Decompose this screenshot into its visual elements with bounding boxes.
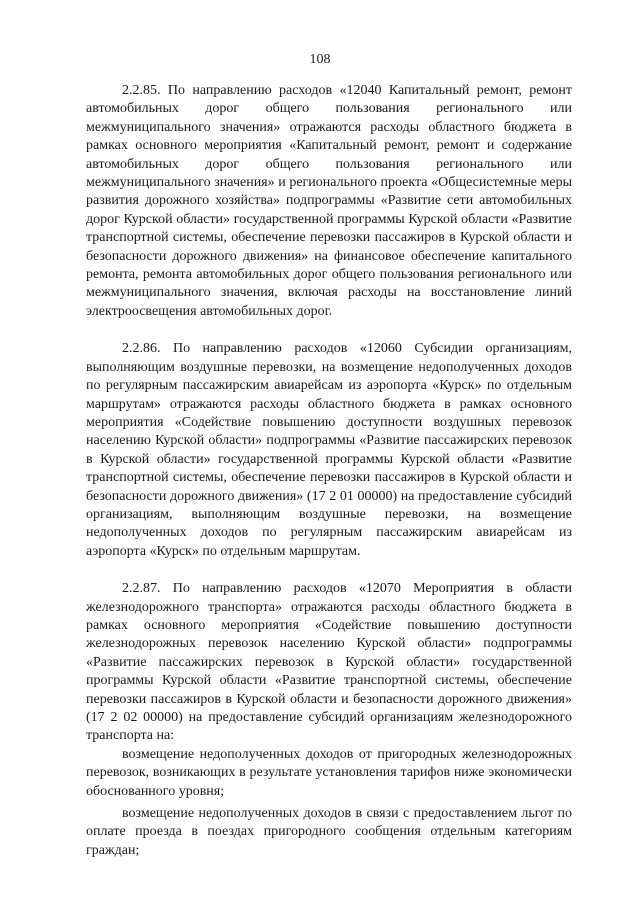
document-body (86, 82, 572, 860)
list-item-passenger-benefit-compensation: возмещение недополученных доходов в связи с предоставлением льгот по оплате проезда в поездах пригородного сообщения отдельным категориям граждан; (86, 806, 572, 858)
page-number: 108 (309, 52, 331, 67)
paragraph-2-2-86: 2.2.86. По направлению расходов «12060 Субсидии организациям, выполняющим воздушные перевозки, на возмещение недополученных доходов по регулярным пассажирским авиарейсам из аэропорта «Курск» по отдельным маршрутам» отражаются расходы областного бюджета в рамках основного мероприятия «Содействие повышению доступности воздушных перевозок населению Курской области» подпрограммы «Развитие пассажирских перевозок в Курской области» государственной программы Курской области «Развитие транспортной системы, обеспечение перевозки пассажиров в Курской области и безопасности дорожного движения» (17 2 01 00000) на предоставление субсидий организациям, выполняющим воздушные перевозки, на возмещение недополученных доходов по регулярным пассажирским авиарейсам из аэропорта «Курск» по отдельным маршрутам. (86, 341, 572, 559)
paragraph-2-2-87: 2.2.87. По направлению расходов «12070 Мероприятия в области железнодорожного транспорта» отражаются расходы областного бюджета в рамках основного мероприятия «Содействие повышению доступности железнодорожных перевозок населению Курской области» подпрограммы «Развитие пассажирских перевозок в Курской области» государственной программы Курской области «Развитие транспортной системы, обеспечение перевозки пассажиров в Курской области и безопасности дорожного движения» (17 2 02 00000) на предоставление субсидий организациям железнодорожного транспорта на: (86, 581, 572, 744)
list-item-railway-tariff-compensation: возмещение недополученных доходов от пригородных железнодорожных перевозок, возникающих в результате установления тарифов ниже экономически обоснованного уровня; (86, 746, 572, 799)
paragraph-2-2-85: 2.2.85. По направлению расходов «12040 Капитальный ремонт, ремонт автомобильных дорог общего пользования регионального или межмуниципального значения» отражаются расходы областного бюджета в рамках основного мероприятия «Капитальный ремонт, ремонт и содержание автомобильных дорог общего пользования регионального или межмуниципального значения» и регионального проекта «Общесистемные меры развития дорожного хозяйства» подпрограммы «Развитие сети автомобильных дорог Курской области» государственной программы Курской области «Развитие транспортной системы, обеспечение перевозки пассажиров в Курской области и безопасности дорожного движения» на финансовое обеспечение капитального ремонта, ремонта автомобильных дорог общего пользования регионального или межмуниципального значения, включая расходы на восстановление линий электроосвещения автомобильных дорог. (86, 83, 572, 319)
